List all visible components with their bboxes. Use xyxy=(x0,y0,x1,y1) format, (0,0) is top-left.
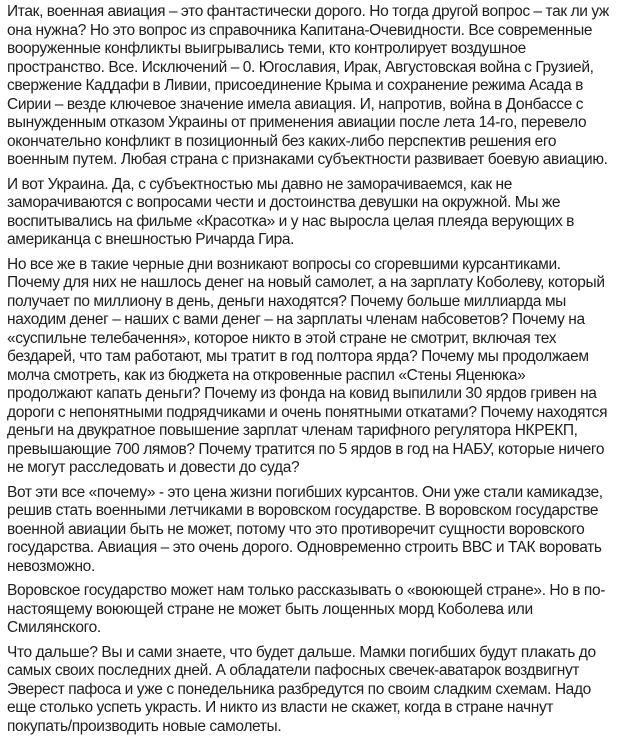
post-paragraph-2: И вот Украина. Да, с субъектностью мы давно не заморачиваемся, как не заморачиваются с вопросами чести и достоинства девушки на окружной. Мы же воспитывались на фильме «Красотка» и у нас выросла целая плеяда верующих в американца с внешностью Ричарда Гира. xyxy=(7,176,610,250)
post-paragraph-5: Воровское государство может нам только рассказывать о «воюющей стране». Но в по-настоящему воюющей стране не может быть лощенных морд Коболева или Смилянского. xyxy=(7,582,610,638)
post-paragraph-4: Вот эти все «почему» - это цена жизни погибших курсантов. Они уже стали камикадзе, решив стать военными летчиками в воровском государстве. В воровском государстве военной авиации быть не может, потому что это противоречит сущности воровского государства. Авиация – это очень дорого. Одновременно строить ВВС и ТАК воровать невозможно. xyxy=(7,484,610,577)
post-paragraph-3: Но все же в такие черные дни возникают вопросы со сгоревшими курсантиками. Почему для них не нашлось денег на новый самолет, а на зарплату Коболеву, который получает по миллиону в день, деньги находятся? Почему больше миллиарда мы находим денег – наших с вами денег – на зарплаты членам набсоветов? Почему на «суспильне телебачення», которое никто в этой стране не смотрит, включая тех бездарей, что там работают, мы тратит в год полтора ярда? Почему мы продолжаем молча смотреть, как из бюджета на откровенные распил «Стены Яценюка» продолжают капать деньги? Почему из фонда на ковид выпилили 30 ярдов гривен на дороги с непонятными подрядчиками и очень понятными откатами? Почему находятся деньги на двукратное повышение зарплат членам тарифного регулятора НКРЕКП, превышающие 700 лямов? Почему тратится по 5 ярдов в год на НАБУ, которые ничего не могут расследовать и довести до суда? xyxy=(7,256,610,478)
post-paragraph-1: Итак, военная авиация – это фантастически дорого. Но тогда другой вопрос – так ли уж она нужна? Но это вопрос из справочника Капитана-Очевидности. Все современные вооруженные конфликты выигрывались теми, кто контролирует воздушное пространство. Все. Исключений – 0. Югославия, Ирак, Августовская война с Грузией, свержение Каддафи в Ливии, присоединение Крыма и сохранение режима Асада в Сирии – везде ключевое значение имела авиация. И, напротив, война в Донбассе с вынужденным отказом Украины от применения авиации после лета 14-го, перевело окончательно конфликт в позиционный без каких-либо перспектив решения его военным путем. Любая страна с признаками субъектности развивает боевую авиацию. xyxy=(7,3,610,170)
post-paragraph-6: Что дальше? Вы и сами знаете, что будет дальше. Мамки погибших будут плакать до самых своих последних дней. А обладатели пафосных свечек-аватарок воздвигнут Эверест пафоса и уже с понедельника разбредутся по своим сладким схемам. Надо еще столько успеть украсть. И никто из власти не скажет, когда в стране начнут покупать/производить новые самолеты. xyxy=(7,644,610,736)
